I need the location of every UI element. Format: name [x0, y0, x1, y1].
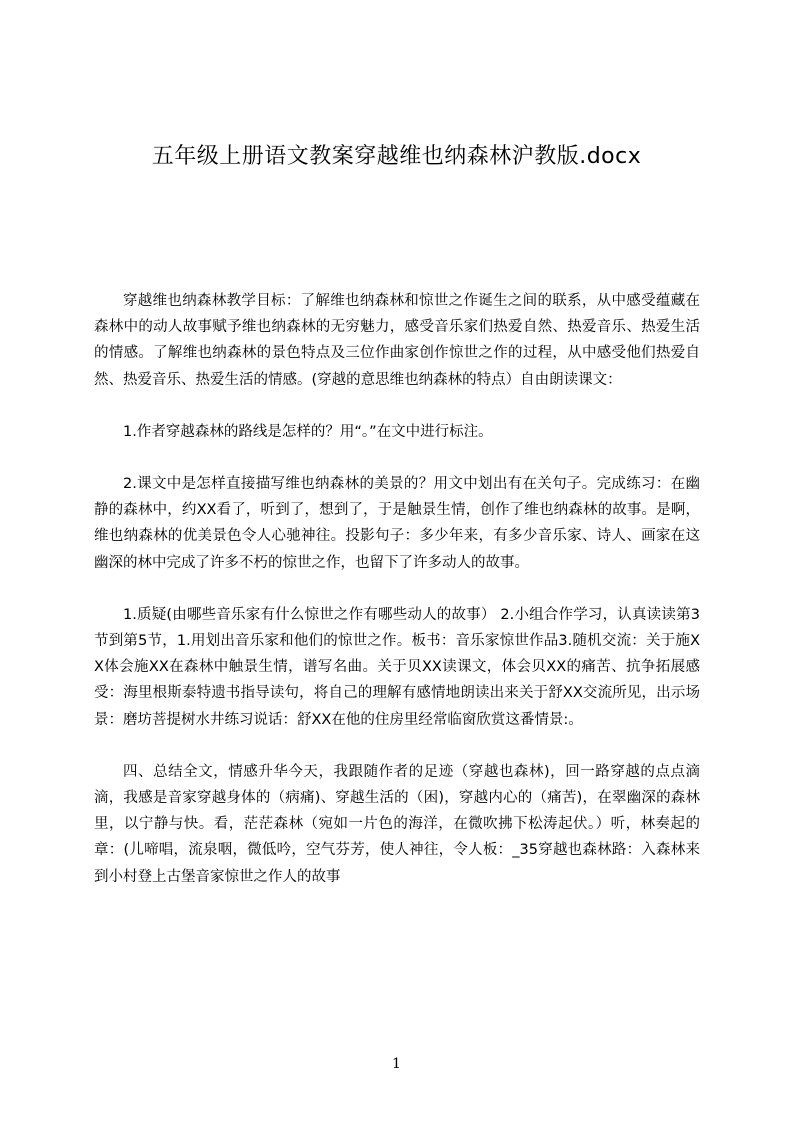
paragraph-activities: 1.质疑(由哪些音乐家有什么惊世之作有哪些动人的故事） 2.小组合作学习，认真读读第3节到第5节，1.用划出音乐家和他们的惊世之作。板书：音乐家惊世作品3.随机交流：关于施XX体会施XX在森林中触景生情，谱写名曲。关于贝XX读课文，体会贝XX的痛苦、抗争拓展感受：海里根斯泰特遗书指导读句，将自己的理解有感情地朗读出来关于舒XX交流所见，出示场景：磨坊菩提树水井练习说话：舒XX在他的住房里经常临窗欣赏这番情景:。 — [94, 606, 700, 728]
document-title: 五年级上册语文教案穿越维也纳森林沪教版.docx — [151, 144, 642, 169]
paragraph-summary: 四、总结全文，情感升华今天，我跟随作者的足迹（穿越也森林)，回一路穿越的点点滴滴，我感是音家穿越身体的（病痛)、穿越生活的（困)，穿越内心的（痛苦)，在翠幽深的森林里，以宁静与快。看，茫茫森林（宛如一片色的海洋，在微吹拂下松涛起伏。）听，林奏起的章：(儿啼唱，流泉咽，微低吟，空气芬芳，使人神往，令人板：_35穿越也森林路：入森林来到小村登上古堡音家惊世之作人的故事 — [94, 763, 700, 885]
paragraph-objectives: 穿越维也纳森林教学目标：了解维也纳森林和惊世之作诞生之间的联系，从中感受蕴藏在森林中的动人故事赋予维也纳森林的无穷魅力，感受音乐家们热爱自然、热爱音乐、热爱生活的情感。了解维也纳森林的景色特点及三位作曲家创作惊世之作的过程，从中感受他们热爱自然、热爱音乐、热爱生活的情感。(穿越的意思维也纳森林的特点）自由朗读课文： — [94, 293, 700, 388]
paragraph-question-1: 1.作者穿越森林的路线是怎样的？用“。”在文中进行标注。 — [123, 423, 493, 440]
page-number: 1 — [392, 1056, 401, 1072]
paragraph-question-2: 2.课文中是怎样直接描写维也纳森林的美景的？用文中划出有在关句子。完成练习：在幽静的森林中，约XX看了，听到了，想到了，于是触景生情，创作了维也纳森林的故事。是啊，维也纳森林的优美景色令人心驰神往。投影句子：多少年来，有多少音乐家、诗人、画家在这幽深的林中完成了许多不朽的惊世之作，也留下了许多动人的故事。 — [94, 476, 700, 571]
document-body — [94, 288, 700, 916]
